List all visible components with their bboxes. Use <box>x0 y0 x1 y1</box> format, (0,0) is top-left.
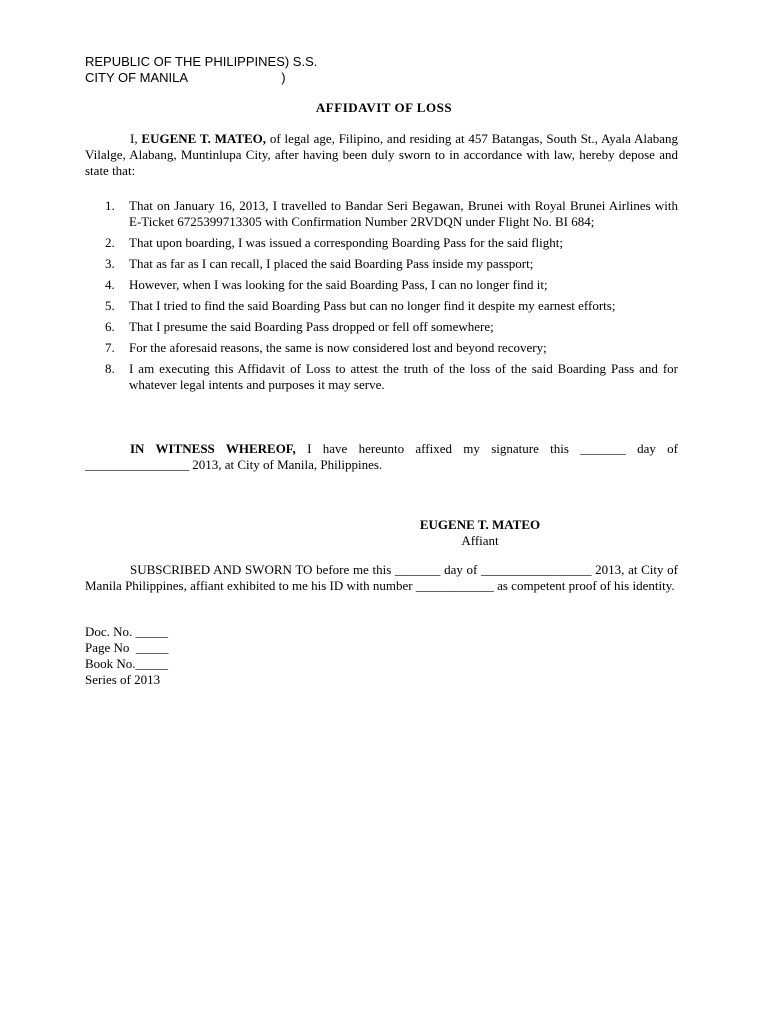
item-text: That I tried to find the said Boarding Pass but can no longer find it despite my earnest efforts; <box>129 298 616 313</box>
witness-text: I have hereunto affixed my signature this _______ day of ________________ 2013, at City of Manila, Philippines. <box>85 441 678 472</box>
signature-block <box>380 517 580 549</box>
item-text: That upon boarding, I was issued a corresponding Boarding Pass for the said flight; <box>129 235 563 250</box>
affiant-name: EUGENE T. MATEO, <box>141 131 267 146</box>
caption-republic: REPUBLIC OF THE PHILIPPINES) S.S. <box>85 54 318 69</box>
list-item <box>85 319 678 335</box>
item-text: That on January 16, 2013, I travelled to Bandar Seri Begawan, Brunei with Royal Brunei Airlines with E-Ticket 6725399713305 with Confirmation Number 2RVDQN under Flight No. BI 684; <box>129 198 678 229</box>
jurat-paragraph: SUBSCRIBED AND SWORN TO before me this _______ day of _________________ 2013, at City of Manila Philippines, affiant exhibited to me his ID with number ____________ as competent proof of his identity. <box>85 562 678 593</box>
item-text: I am executing this Affidavit of Loss to attest the truth of the loss of the said Boarding Pass and for whatever legal intents and purposes it may serve. <box>129 361 678 392</box>
item-number: 7. <box>105 340 115 355</box>
intro-text: of legal age, Filipino, and residing at 457 Batangas, South St., Ayala Alabang Vilalge, Alabang, Muntinlupa City, after having been duly sworn to in accordance with law, hereby depose and state that: <box>85 131 678 178</box>
document-title: AFFIDAVIT OF LOSS <box>315 100 453 115</box>
item-text: For the aforesaid reasons, the same is now considered lost and beyond recovery; <box>129 340 547 355</box>
doc-number: Doc. No. _____ <box>85 624 169 639</box>
list-item <box>85 235 678 251</box>
item-number: 2. <box>105 235 115 250</box>
item-text: That I presume the said Boarding Pass dropped or fell off somewhere; <box>129 319 494 334</box>
caption-city: CITY OF MANILA ) <box>85 70 286 85</box>
list-item <box>85 340 678 356</box>
list-item <box>85 277 678 293</box>
list-item <box>85 298 678 314</box>
notarial-register <box>85 624 678 688</box>
venue-caption <box>85 54 678 86</box>
intro-paragraph <box>85 131 678 179</box>
witness-lead: IN WITNESS WHEREOF, <box>130 441 296 456</box>
list-item <box>85 361 678 393</box>
book-number: Book No._____ <box>85 656 169 671</box>
signatory-role: Affiant <box>461 533 499 548</box>
item-number: 8. <box>105 361 115 376</box>
signatory-name: EUGENE T. MATEO <box>419 517 541 532</box>
item-number: 6. <box>105 319 115 334</box>
page-number: Page No _____ <box>85 640 169 655</box>
list-item <box>85 256 678 272</box>
statement-list <box>85 198 678 398</box>
witness-paragraph <box>85 441 678 473</box>
item-number: 5. <box>105 298 115 313</box>
item-number: 4. <box>105 277 115 292</box>
item-text: That as far as I can recall, I placed the said Boarding Pass inside my passport; <box>129 256 534 271</box>
item-number: 1. <box>105 198 115 213</box>
item-text: However, when I was looking for the said Boarding Pass, I can no longer find it; <box>129 277 548 292</box>
item-number: 3. <box>105 256 115 271</box>
intro-prefix: I, <box>130 131 138 146</box>
series-year: Series of 2013 <box>85 672 161 687</box>
list-item <box>85 198 678 230</box>
